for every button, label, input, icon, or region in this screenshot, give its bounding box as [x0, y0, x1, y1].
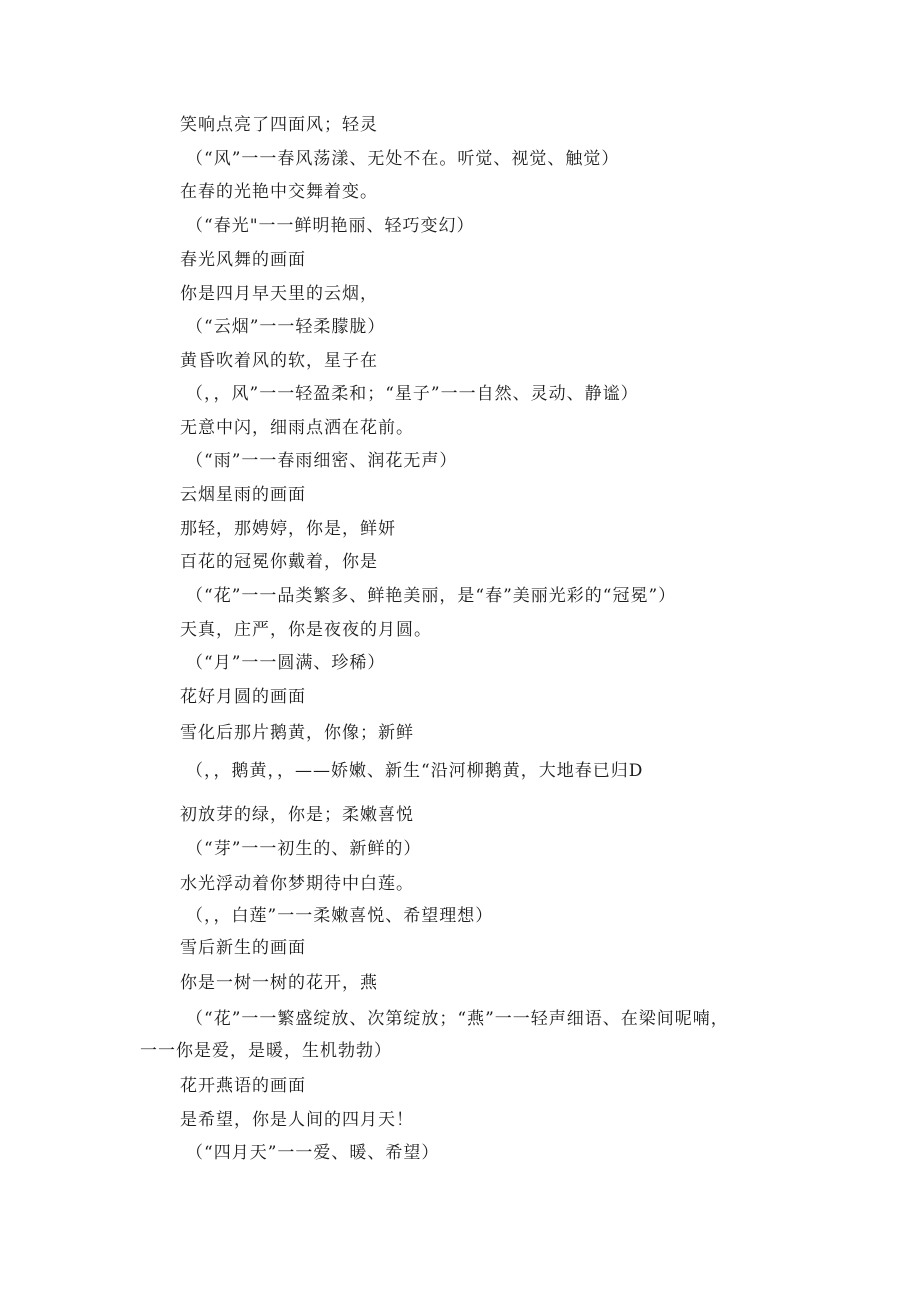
annotation-line: 一一你是爱，是暖，生机勃勃） — [140, 1041, 392, 1061]
section-caption: 雪后新生的画面 — [180, 938, 306, 958]
section-caption: 花开燕语的画面 — [180, 1076, 306, 1096]
poem-line: 你是四月早天里的云烟， — [180, 284, 378, 304]
annotation-line: （“春光"一一鲜明艳丽、轻巧变幻） — [186, 216, 475, 236]
section-caption: 春光风舞的画面 — [180, 250, 306, 270]
annotation-line: （“四月天”一一爱、暖、希望） — [186, 1143, 440, 1163]
poem-line: 初放芽的绿，你是；柔嫩喜悦 — [180, 805, 414, 825]
annotation-line: （，，白莲”一一柔嫩喜悦、希望理想） — [186, 906, 494, 926]
section-caption: 花好月圆的画面 — [180, 687, 306, 707]
annotation-line: （“云烟”一一轻柔朦胧） — [186, 317, 386, 337]
annotation-line: （“雨”一一春雨细密、润花无声） — [186, 451, 458, 471]
poem-line: 那轻，那娉婷，你是，鲜妍 — [180, 519, 396, 539]
poem-line: 是希望，你是人间的四月天！ — [180, 1110, 414, 1130]
poem-line: 你是一树一树的花开，燕 — [180, 973, 378, 993]
poem-line: 无意中闪，细雨点洒在花前。 — [180, 418, 414, 438]
annotation-line: （“风”一一春风荡漾、无处不在。听觉、视觉、触觉） — [186, 149, 620, 169]
annotation-line: （，，鹅黄，，——娇嫩、新生“沿河柳鹅黄，大地春已归D — [186, 761, 644, 781]
poem-line: 黄昏吹着风的软，星子在 — [180, 351, 378, 371]
poem-line: 笑响点亮了四面风；轻灵 — [180, 115, 378, 135]
annotation-line: （，，风”一一轻盈柔和；“星子”一一自然、灵动、静谧） — [186, 384, 639, 404]
poem-line: 天真，庄严，你是夜夜的月圆。 — [180, 620, 432, 640]
annotation-line: （“芽”一一初生的、新鲜的） — [186, 839, 422, 859]
poem-line: 雪化后那片鹅黄，你像；新鲜 — [180, 723, 414, 743]
poem-line: 水光浮动着你梦期待中白莲。 — [180, 874, 414, 894]
poem-line: 在春的光艳中交舞着变。 — [180, 182, 378, 202]
annotation-line: （“花”一一品类繁多、鲜艳美丽，是“春”美丽光彩的“冠冕”） — [186, 586, 677, 606]
poem-line: 百花的冠冕你戴着，你是 — [180, 552, 378, 572]
annotation-line: （“月”一一圆满、珍稀） — [186, 653, 386, 673]
section-caption: 云烟星雨的画面 — [180, 485, 306, 505]
annotation-line: （“花”一一繁盛绽放、次第绽放；“燕”一一轻声细语、在梁间呢喃， — [186, 1009, 729, 1029]
